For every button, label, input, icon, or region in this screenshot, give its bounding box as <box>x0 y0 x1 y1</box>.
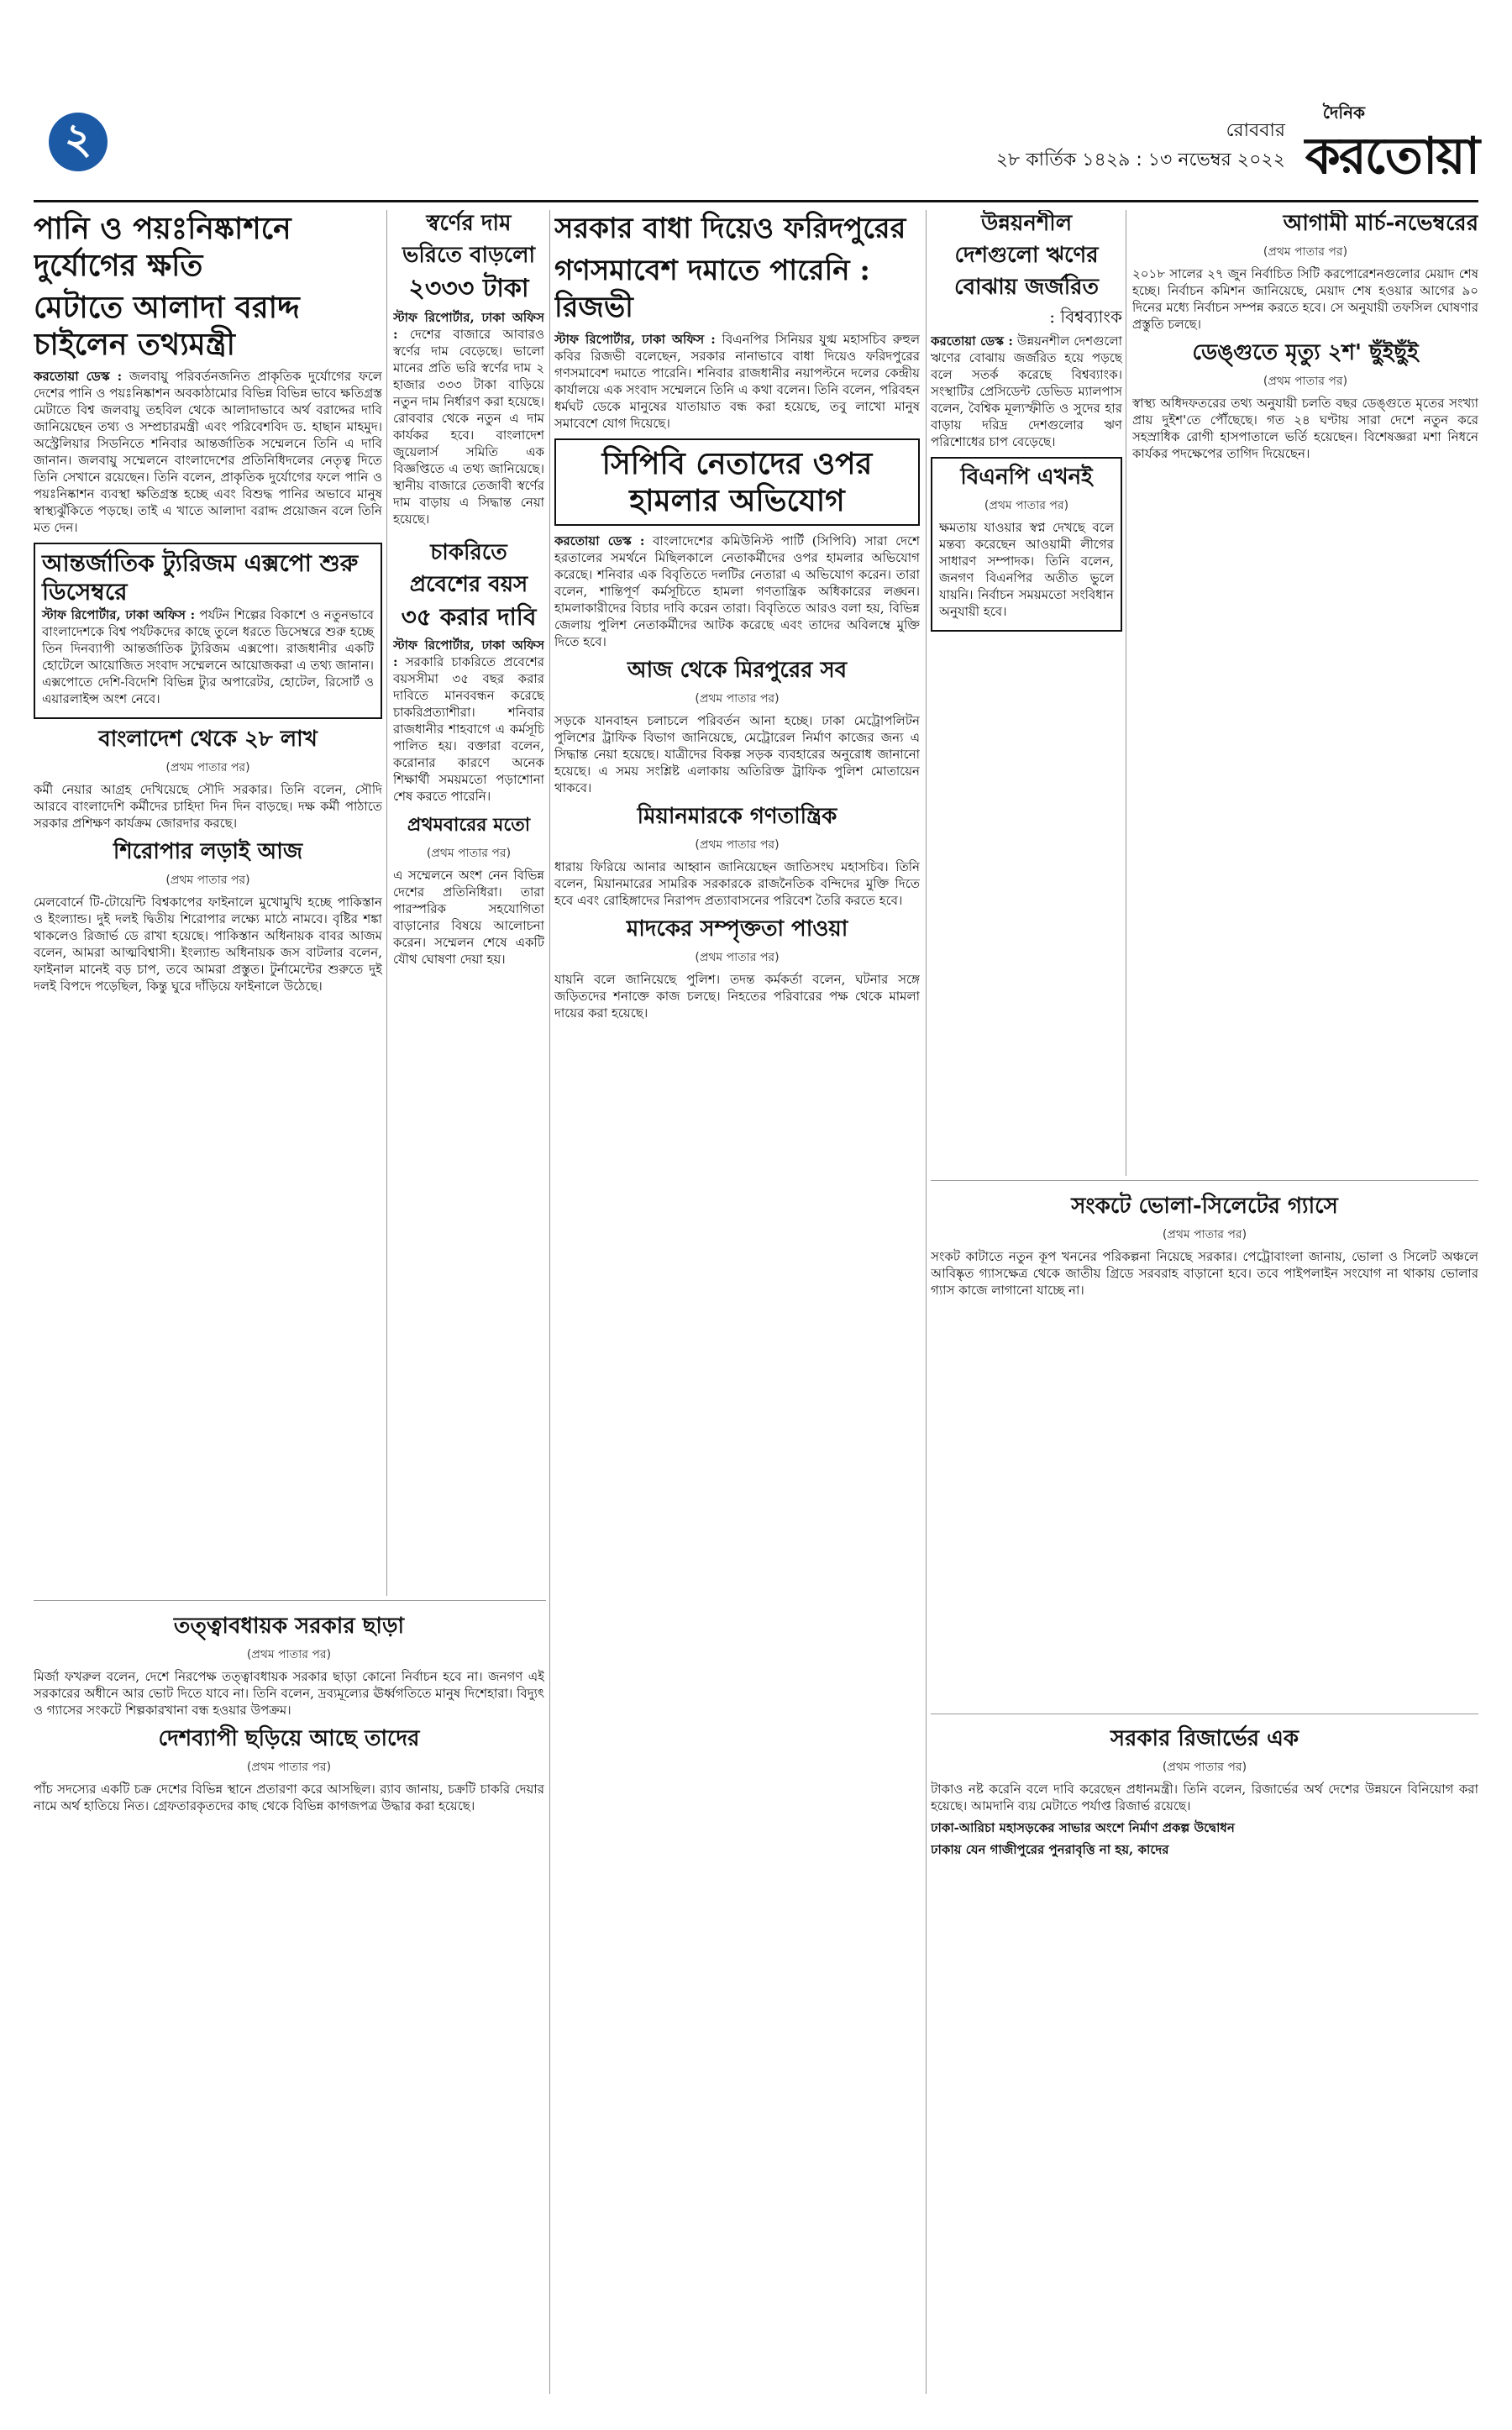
headline-nationwide: দেশব্যাপী ছড়িয়ে আছে তাদের <box>158 1726 420 1751</box>
column-center-right <box>931 210 1122 1176</box>
article-body: সরকারি চাকরিতে প্রবেশের বয়সসীমা ৩৫ বছর করার দাবিতে মানববন্ধন করেছে চাকরিপ্রত্যাশীরা। শনিবার রাজধানীর শাহবাগে এ কর্মসূচি পালিত হয়। বক্তারা বলেন, করোনার কারণে অনেক শিক্ষার্থী সময়মতো পড়াশোনা শেষ করতে পারেনি। <box>393 654 544 804</box>
continued-label: (প্রথম পাতার পর) <box>1263 375 1348 388</box>
article-box <box>931 457 1122 632</box>
continued-label: (প্রথম পাতার পর) <box>246 1761 332 1774</box>
article-body: ক্ষমতায় যাওয়ার স্বপ্ন দেখছে বলে মন্তব্য করেছেন আওয়ামী লীগের সাধারণ সম্পাদক। তিনি বলেন, জনগণ বিএনপির অতীত ভুলে যায়নি। নির্বাচন সময়মতো সংবিধান অনুযায়ী হবে। <box>939 520 1114 619</box>
continued-label: (প্রথম পাতার পর) <box>246 1648 332 1661</box>
continued-label: (প্রথম পাতার পর) <box>1162 1761 1247 1774</box>
masthead <box>34 101 1478 202</box>
article-body: পর্যটন শিল্পের বিকাশে ও নতুনভাবে বাংলাদেশকে বিশ্ব পর্যটকদের কাছে তুলে ধরতে ডিসেম্বরে শুরু হচ্ছে তিন দিনব্যাপী আন্তর্জাতিক ট্যুরিজম এক্সপো। রাজধানীর একটি হোটেলে আয়োজিত সংবাদ সম্মেলনে আয়োজকরা এ তথ্য জানান। এক্সপোতে দেশি-বিদেশি বিভিন্ন ট্যুর অপারেটর, হোটেল, রিসোর্ট ও এয়ারলাইন্স অংশ নেবে। <box>42 607 374 706</box>
byline: করতোয়া ডেস্ক : <box>554 533 645 548</box>
headline-cpb: সিপিবি নেতাদের ওপর <box>601 446 873 481</box>
headline-city-election: আগামী মার্চ-নভেম্বরের <box>1283 211 1478 236</box>
page-number: ২ <box>49 113 108 171</box>
continued-label: (প্রথম পাতার পর) <box>1263 245 1348 259</box>
headline-myanmar: মিয়ানমারকে গণতান্ত্রিক <box>637 804 837 829</box>
headline-water: পানি ও পয়ঃনিষ্কাশনে দুর্যোগের ক্ষতি <box>34 211 291 283</box>
article-body: কর্মী নেয়ার আগ্রহ দেখিয়েছে সৌদি সরকার। তিনি বলেন, সৌদি আরবে বাংলাদেশি কর্মীদের চাহিদা দিন দিন বাড়ছে। দক্ষ কর্মী পাঠাতে সরকার প্রশিক্ষণ কার্যক্রম জোরদার করছে। <box>34 782 382 831</box>
headline-rizvi: সরকার বাধা দিয়েও ফরিদপুরের <box>554 212 906 245</box>
article-body: সড়কে যানবাহন চলাচলে পরিবর্তন আনা হচ্ছে। ঢাকা মেট্রোপলিটন পুলিশের ট্রাফিক বিভাগ জানিয়েছে, মেট্রোরেল নির্মাণ কাজের জন্য এ সিদ্ধান্ত নেয়া হয়েছে। যাত্রীদের বিকল্প সড়ক ব্যবহারের অনুরোধ জানানো হয়েছে। এ সময় সংশ্লিষ্ট এলাকায় অতিরিক্ত ট্রাফিক পুলিশ মোতায়েন থাকবে। <box>554 713 920 795</box>
logo-small-text: দৈনিক <box>1322 102 1365 123</box>
byline: স্টাফ রিপোর্টার, ঢাকা অফিস : <box>42 607 196 622</box>
article-body: সংকট কাটাতে নতুন কূপ খননের পরিকল্পনা নিয়েছে সরকার। পেট্রোবাংলা জানায়, ভোলা ও সিলেট অঞ্চলে আবিষ্কৃত গ্যাসক্ষেত্র থেকে জাতীয় গ্রিডে সরবরাহ বাড়ানো হবে। তবে পাইপলাইন সংযোগ না থাকায় ভোলার গ্যাস কাজে লাগানো যাচ্ছে না। <box>931 1249 1478 1298</box>
subhead: ঢাকায় যেন গাজীপুরের পুনরাবৃত্তি না হয়, কাদের <box>931 1842 1169 1857</box>
article-body: জলবায়ু পরিবর্তনজনিত প্রাকৃতিক দুর্যোগের ফলে দেশের পানি ও পয়ঃনিষ্কাশন অবকাঠামোর বিভিন্ন বিভিন্ন ভাবে ক্ষতিগ্রস্ত মেটাতে বিশ্ব জলবায়ু তহবিল থেকে আলাদাভাবে অর্থ বরাদ্দের দাবি জানিয়েছেন তথ্য ও সম্প্রচারমন্ত্রী এবং পরিবেশবিদ ড. হাছান মাহমুদ। অস্ট্রেলিয়ার সিডনিতে শনিবার আন্তর্জাতিক সম্মেলনে তিনি এ দাবি জানান। জলবায়ু সম্মেলনে বাংলাদেশের প্রতিনিধিদলের নেতৃত্ব দিতে তিনি সেখানে রয়েছেন। তিনি বলেন, প্রাকৃতিক দুর্যোগের ফলে পানি ও পয়ঃনিষ্কাশন ব্যবস্থা ক্ষতিগ্রস্ত হচ্ছে এবং বিশুদ্ধ পানির অভাবে মানুষ স্বাস্থ্যঝুঁকিতে পড়ছে। তাই এ খাতে আলাদা বরাদ্দ প্রয়োজন বলে তিনি মত দেন। <box>34 369 382 535</box>
continued-label: (প্রথম পাতার পর) <box>984 499 1069 512</box>
headline-gold: স্বর্ণের দাম <box>426 211 512 236</box>
headline-job-age: চাকরিতে <box>430 540 507 565</box>
column-center <box>554 210 920 2394</box>
continued-label: (প্রথম পাতার পর) <box>165 874 250 887</box>
headline-first-time: প্রথমবারের মতো <box>407 814 531 836</box>
day-label: রোববার <box>1226 120 1285 141</box>
article-body: ২০১৮ সালের ২৭ জুন নির্বাচিত সিটি করপোরেশনগুলোর মেয়াদ শেষ হচ্ছে। নির্বাচন কমিশন জানিয়েছে, মেয়াদ শেষ হওয়ার আগের ৯০ দিনের মধ্যে নির্বাচন সম্পন্ন করতে হবে। সে অনুযায়ী তফসিল ঘোষণার প্রস্তুতি চলছে। <box>1132 266 1478 332</box>
dateline <box>996 116 1285 175</box>
article-body: বাংলাদেশের কমিউনিস্ট পার্টি (সিপিবি) সারা দেশে হরতালের সমর্থনে মিছিলকালে নেতাকর্মীদের ওপর হামলার অভিযোগ করেছে। শনিবার এক বিবৃতিতে দলটির নেতারা এ অভিযোগ করেন। তারা বলেন, শান্তিপূর্ণ কর্মসূচিতে হামলা গণতান্ত্রিক অধিকারের লঙ্ঘন। হামলাকারীদের বিচার দাবি করেন তারা। বিবৃতিতে আরও বলা হয়, বিভিন্ন জেলায় পুলিশ নেতাকর্মীদের আটক করেছে এবং তাদের অবিলম্বে মুক্তি দিতে হবে। <box>554 533 920 649</box>
article-body: দেশের বাজারে আবারও স্বর্ণের দাম বেড়েছে। ভালো মানের প্রতি ভরি স্বর্ণের দাম ২ হাজার ৩৩৩ টাকা বাড়িয়ে নতুন দাম নির্ধারণ করা হয়েছে। রোববার থেকে নতুন এ দাম কার্যকর হবে। বাংলাদেশ জুয়েলার্স সমিতি এক বিজ্ঞপ্তিতে এ তথ্য জানিয়েছে। স্থানীয় বাজারে তেজাবী স্বর্ণের দাম বাড়ায় এ সিদ্ধান্ত নেয়া হয়েছে। <box>393 327 544 527</box>
continued-label: (প্রথম পাতার পর) <box>695 951 780 964</box>
headline-drug: মাদকের সম্পৃক্ততা পাওয়া <box>626 916 848 942</box>
headline-bnp-now: বিএনপি এখনই <box>960 464 1093 490</box>
column-lower-left <box>34 1606 544 2396</box>
section-divider <box>34 1600 546 1601</box>
column-divider <box>386 210 387 1596</box>
headline-caretaker: তত্ত্বাবধায়ক সরকার ছাড়া <box>173 1614 405 1639</box>
headline-reserve: সরকার রিজার্ভের এক <box>1110 1726 1299 1751</box>
headline-cpb-2: হামলার অভিযোগ <box>629 483 845 518</box>
byline: স্টাফ রিপোর্টার, ঢাকা অফিস : <box>554 332 716 347</box>
headline-debt: উন্নয়নশীল <box>980 211 1073 236</box>
article-body: টাকাও নষ্ট করেনি বলে দাবি করেছেন প্রধানমন্ত্রী। তিনি বলেন, রিজার্ভের অর্থ দেশের উন্নয়নে বিনিয়োগ করা হয়েছে। আমদানি ব্যয় মেটাতে পর্যাপ্ত রিজার্ভ রয়েছে। <box>931 1782 1478 1813</box>
headline-gold-2: ভরিতে বাড়লো <box>402 243 536 268</box>
header-rule <box>34 200 1478 202</box>
continued-label: (প্রথম পাতার পর) <box>1162 1228 1247 1241</box>
column-divider <box>926 210 927 2394</box>
byline: করতোয়া ডেস্ক : <box>34 369 123 384</box>
continued-label: (প্রথম পাতার পর) <box>426 847 512 860</box>
article-body: স্বাস্থ্য অধিদফতরের তথ্য অনুযায়ী চলতি বছর ডেঙ্গুতে মৃতের সংখ্যা প্রায় দুইশ'তে পৌঁছেছে। গত ২৪ ঘণ্টায় সারা দেশে নতুন করে সহস্রাধিক রোগী হাসপাতালে ভর্তি হয়েছেন। বিশেষজ্ঞরা মশা নিধনে কার্যকর পদক্ষেপের তাগিদ দিয়েছেন। <box>1132 396 1478 461</box>
headline-tourism: আন্তর্জাতিক ট্যুরিজম এক্সপো শুরু ডিসেম্বরে <box>42 549 359 606</box>
article-body: পাঁচ সদস্যের একটি চক্র দেশের বিভিন্ন স্থানে প্রতারণা করে আসছিল। র‌্যাব জানায়, চক্রটি চাকরি দেয়ার নামে অর্থ হাতিয়ে নিত। গ্রেফতারকৃতদের কাছ থেকে বিভিন্ন কাগজপত্র উদ্ধার করা হয়েছে। <box>34 1782 544 1813</box>
headline-debt-4: : বিশ্বব্যাংক <box>1049 307 1122 327</box>
headline-gold-3: ২৩৩৩ টাকা <box>408 274 529 303</box>
headline-debt-3: বোঝায় জর্জরিত <box>954 275 1099 300</box>
headline-job-age-3: ৩৫ করার দাবি <box>401 603 537 631</box>
headline-rizvi-2: গণসমাবেশ দমাতে পারেনি : রিজভী <box>554 254 870 324</box>
article-body: যায়নি বলে জানিয়েছে পুলিশ। তদন্ত কর্মকর্তা বলেন, ঘটনার সঙ্গে জড়িতদের শনাক্তে কাজ চলছে। নিহতের পরিবারের পক্ষ থেকে মামলা দায়ের করা হয়েছে। <box>554 972 920 1021</box>
date-label: ২৮ কার্তিক ১৪২৯ : ১৩ নভেম্বর ২০২২ <box>995 150 1285 171</box>
headline-water-2: মেটাতে আলাদা বরাদ্দ চাইলেন তথ্যমন্ত্রী <box>34 290 300 362</box>
headline-dengue: ডেঙ্গুতে মৃত্যু ২শ' ছুঁইছুঁই <box>1192 340 1419 365</box>
byline: করতোয়া ডেস্ক : <box>931 333 1013 349</box>
section-divider <box>931 1180 1478 1181</box>
article-body: বিএনপির সিনিয়র যুগ্ম মহাসচিব রুহুল কবির রিজভী বলেছেন, সরকার নানাভাবে বাধা দিয়েও ফরিদপুরের গণসমাবেশ দমাতে পারেনি। শনিবার রাজধানীর নয়াপল্টনে দলের কেন্দ্রীয় কার্যালয়ে এক সংবাদ সম্মেলনে তিনি এ কথা বলেন। তিনি বলেন, পরিবহন ধর্মঘট ডেকে মানুষের যাতায়াত বন্ধ করা হয়েছে, তবু লাখো মানুষ সমাবেশে যোগ দিয়েছে। <box>554 332 920 431</box>
headline-labour: বাংলাদেশ থেকে ২৮ লাখ <box>98 727 318 752</box>
subhead: ঢাকা-আরিচা মহাসড়কের সাভার অংশে নির্মাণ প্রকল্প উদ্বোধন <box>931 1820 1235 1835</box>
article-body: মির্জা ফখরুল বলেন, দেশে নিরপেক্ষ তত্ত্বাবধায়ক সরকার ছাড়া কোনো নির্বাচন হবে না। জনগণ এই সরকারের অধীনে আর ভোট দিতে যাবে না। তিনি বলেন, দ্রব্যমূল্যের ঊর্ধ্বগতিতে মানুষ দিশেহারা। বিদ্যুৎ ও গ্যাসের সংকটে শিল্পকারখানা বন্ধ হওয়ার উপক্রম। <box>34 1669 544 1718</box>
article-body: এ সম্মেলনে অংশ নেন বিভিন্ন দেশের প্রতিনিধিরা। তারা পারস্পরিক সহযোগিতা বাড়ানোর বিষয়ে আলোচনা করেন। সম্মেলন শেষে একটি যৌথ ঘোষণা দেয়া হয়। <box>393 868 544 967</box>
continued-label: (প্রথম পাতার পর) <box>695 692 780 706</box>
continued-label: (প্রথম পাতার পর) <box>695 838 780 852</box>
column-center-left <box>393 210 544 1596</box>
byline: স্টাফ রিপোর্টার, ঢাকা অফিস : <box>393 638 544 669</box>
logo-text: করতোয়া <box>1305 127 1478 186</box>
article-body: উন্নয়নশীল দেশগুলো ঋণের বোঝায় জর্জরিত হয়ে পড়ছে বলে সতর্ক করেছে বিশ্বব্যাংক। সংস্থাটির প্রেসিডেন্ট ডেভিড ম্যালপাস বলেন, বৈশ্বিক মূল্যস্ফীতি ও সুদের হার বাড়ায় দরিদ্র দেশগুলোর ঋণ পরিশোধের চাপ বেড়েছে। <box>931 333 1122 449</box>
column-divider <box>549 210 550 2394</box>
headline-box <box>554 438 920 526</box>
headline-mirpur: আজ থেকে মিরপুরের সব <box>627 658 848 683</box>
article-box <box>34 543 382 719</box>
article-body: ধারায় ফিরিয়ে আনার আহ্বান জানিয়েছেন জাতিসংঘ মহাসচিব। তিনি বলেন, মিয়ানমারের সামরিক সরকারকে রাজনৈতিক বন্দিদের মুক্তি দিতে হবে এবং রোহিঙ্গাদের নিরাপদ প্রত্যাবাসনের পরিবেশ তৈরি করতে হবে। <box>554 859 920 908</box>
continued-label: (প্রথম পাতার পর) <box>165 761 250 774</box>
headline-final: শিরোপার লড়াই আজ <box>113 839 303 864</box>
headline-debt-2: দেশগুলো ঋণের <box>954 243 1099 268</box>
column-right <box>1132 210 1478 1176</box>
headline-job-age-2: প্রবেশের বয়স <box>409 572 528 597</box>
column-left <box>34 210 382 1596</box>
headline-gas: সংকটে ভোলা-সিলেটের গ্যাসে <box>1071 1194 1338 1219</box>
column-lower-right-top <box>931 1186 1478 1707</box>
article-body: মেলবোর্নে টি-টোয়েন্টি বিশ্বকাপের ফাইনালে মুখোমুখি হচ্ছে পাকিস্তান ও ইংল্যান্ড। দুই দলই দ্বিতীয় শিরোপার লক্ষ্যে মাঠে নামবে। বৃষ্টির শঙ্কা থাকলেও রিজার্ভ ডে রাখা হয়েছে। পাকিস্তান অধিনায়ক বাবর আজম বলেন, আমরা আত্মবিশ্বাসী। ইংল্যান্ড অধিনায়ক জস বাটলার বলেন, ফাইনাল মানেই বড় চাপ, তবে আমরা প্রস্তুত। টুর্নামেন্টের শুরুতে দুই দলই বিপদে পড়েছিল, কিন্তু ঘুরে দাঁড়িয়ে ফাইনালে উঠেছে। <box>34 895 382 994</box>
newspaper-logo <box>1302 101 1478 185</box>
column-lower-right-bottom <box>931 1719 1478 2391</box>
byline: স্টাফ রিপোর্টার, ঢাকা অফিস : <box>393 310 544 342</box>
